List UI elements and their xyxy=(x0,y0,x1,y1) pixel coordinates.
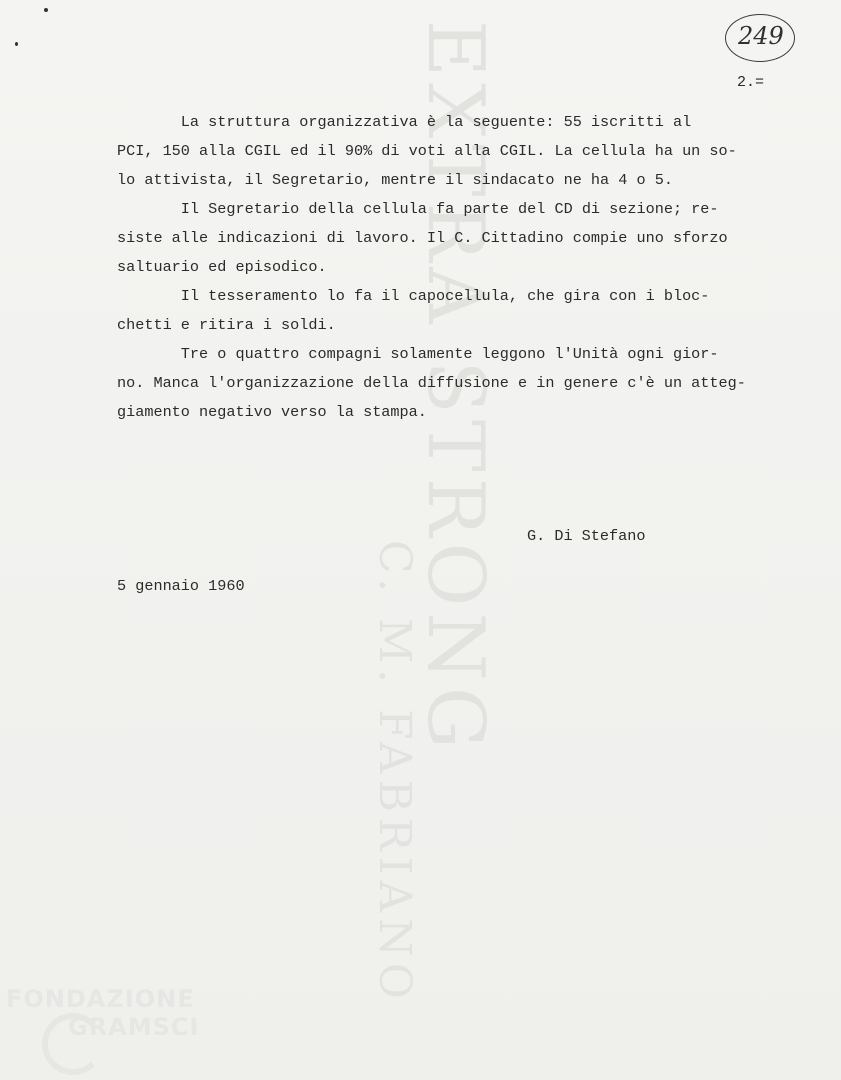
ink-speck xyxy=(44,8,48,12)
paragraph xyxy=(117,195,817,282)
text-line: saltuario ed episodico. xyxy=(117,258,327,276)
text-line: giamento negativo verso la stampa. xyxy=(117,403,427,421)
paragraph xyxy=(117,340,817,427)
text-line: chetti e ritira i soldi. xyxy=(117,316,336,334)
text-line: Il tesseramento lo fa il capocellula, che gira con i bloc- xyxy=(117,287,710,305)
text-line: La struttura organizzativa è la seguente: 55 iscritti al xyxy=(117,113,692,131)
text-line: siste alle indicazioni di lavoro. Il C. Cittadino compie uno sforzo xyxy=(117,229,728,247)
text-line: lo attivista, il Segretario, mentre il sindacato ne ha 4 o 5. xyxy=(117,171,673,189)
logo-line-2: GRAMSCI xyxy=(68,1013,200,1041)
document-date: 5 gennaio 1960 xyxy=(117,577,245,595)
fondazione-gramsci-logo xyxy=(6,985,199,1041)
text-line: PCI, 150 alla CGIL ed il 90% di voti alla CGIL. La cellula ha un so- xyxy=(117,142,737,160)
handwritten-page-number: 249 xyxy=(738,22,784,50)
paper-watermark-fabriano: C. M. FABRIANO xyxy=(369,540,420,1005)
ink-speck xyxy=(15,42,18,46)
logo-g-mark-icon xyxy=(42,1013,104,1075)
body-text xyxy=(117,108,817,427)
paragraph xyxy=(117,282,817,340)
signature: G. Di Stefano xyxy=(527,527,646,545)
logo-line-1: FONDAZIONE xyxy=(6,985,195,1013)
text-line: Il Segretario della cellula fa parte del CD di sezione; re- xyxy=(117,200,719,218)
page-marker: 2.= xyxy=(737,74,765,91)
paragraph xyxy=(117,108,817,195)
paper-watermark-extra-strong: EXTRA STRONG xyxy=(410,20,500,756)
text-line: Tre o quattro compagni solamente leggono l'Unità ogni gior- xyxy=(117,345,719,363)
text-line: no. Manca l'organizzazione della diffusione e in genere c'è un atteg- xyxy=(117,374,746,392)
